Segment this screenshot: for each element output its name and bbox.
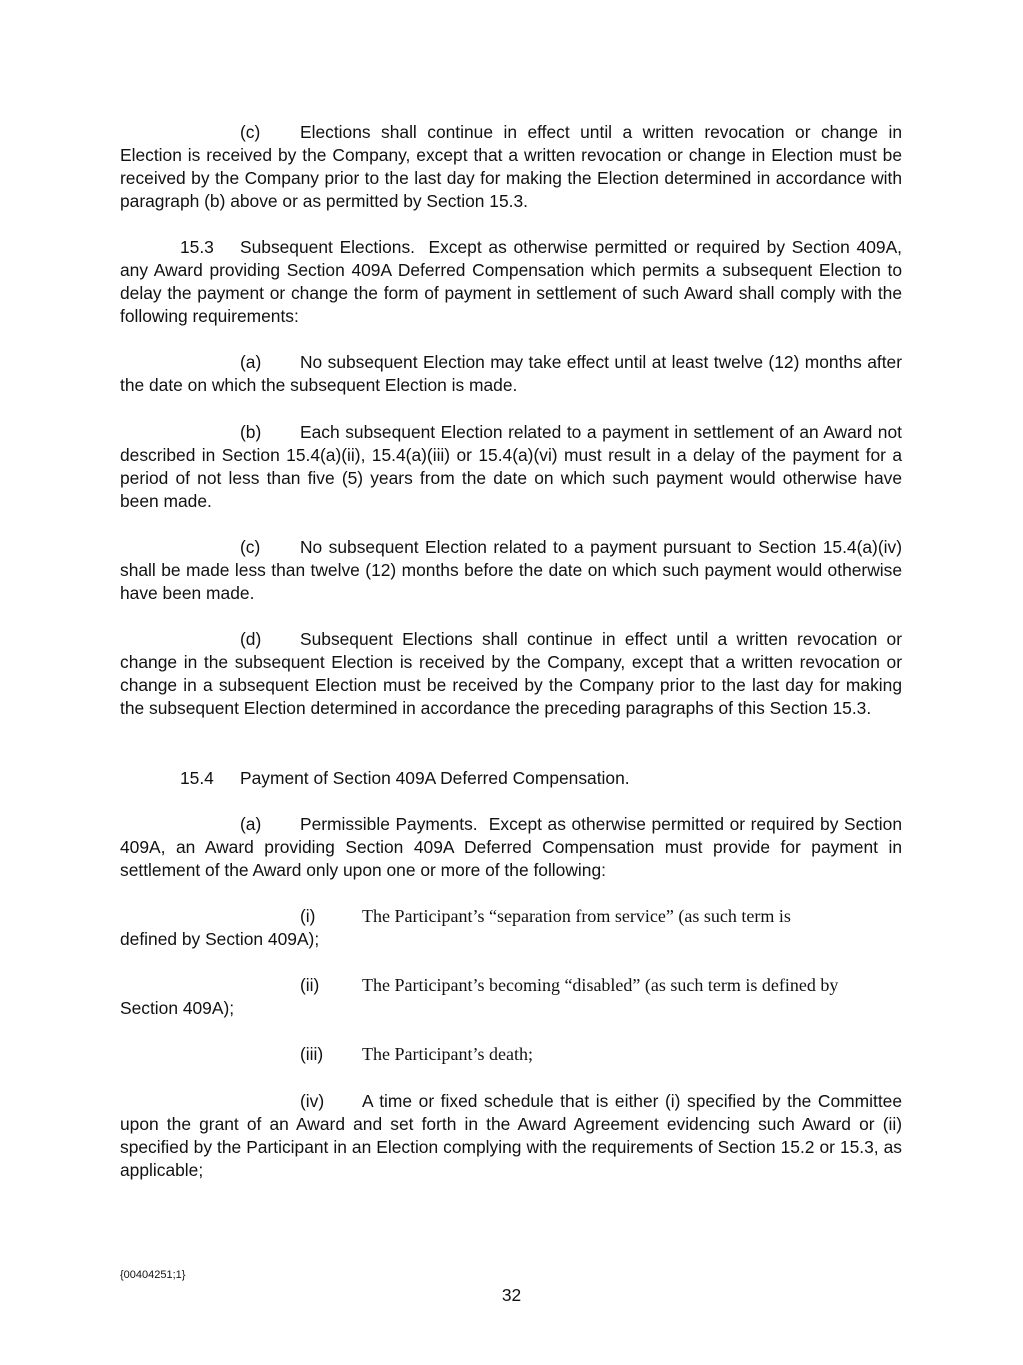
item-ii-continued (120, 997, 902, 1020)
paragraph-c-elections (120, 121, 902, 213)
paragraph-label: (d) (240, 629, 262, 649)
paragraph-text: Subsequent Elections shall continue in effect until a written revocation or change in the subsequent Election is received by the Company, except that a written revocation or change in a subsequent Election must be received by the Company prior to the last day for making the subsequent Election determined in accordance the preceding paragraphs of this Section 15.3. (120, 629, 902, 719)
paragraph-heading: Permissible Payments. (300, 814, 478, 834)
paragraph-label: (c) (240, 537, 261, 557)
item-text: The Participant’s death; (362, 1044, 533, 1064)
paragraph-text: No subsequent Election related to a payment pursuant to Section 15.4(a)(iv) shall be made less than twelve (12) months before the date on which such payment would otherwise have been made. (120, 537, 902, 604)
section-number: 15.4 (180, 768, 214, 788)
paragraph-text: Each subsequent Election related to a payment in settlement of an Award not described in Section 15.4(a)(ii), 15.4(a)(iii) or 15.4(a)(vi) must result in a delay of the payment for a period of not less than five (5) years from the date on which such payment would otherwise have been made. (120, 422, 902, 512)
paragraph-label: (a) (240, 352, 262, 372)
page-number: 32 (501, 1285, 522, 1305)
section-text: Except as otherwise permitted or required by Section 409A, any Award providing Section 409A Deferred Compensation which permits a subsequent Election to delay the payment or change the form of payment in settlement of such Award shall comply with the following requirements: (120, 237, 902, 327)
item-text: The Participant’s becoming “disabled” (as such term is defined by (362, 975, 839, 995)
paragraph-d-subsequent (120, 628, 902, 720)
section-15-4 (120, 767, 902, 790)
section-15-3 (120, 236, 902, 328)
paragraph-text: Except as otherwise permitted or required by Section 409A, an Award providing Section 409A Deferred Compensation must provide for payment in settlement of the Award only upon one or more of the following: (120, 814, 902, 881)
item-label: (i) (300, 906, 316, 926)
paragraph-a-subsequent (120, 351, 902, 397)
paragraph-c-subsequent (120, 536, 902, 605)
item-i (120, 905, 902, 951)
paragraph-label: (c) (240, 122, 261, 142)
paragraph-label: (b) (240, 422, 262, 442)
section-number: 15.3 (180, 237, 214, 257)
item-label: (ii) (300, 975, 320, 995)
paragraph-text: No subsequent Election may take effect until at least twelve (12) months after the date on which the subsequent Election is made. (120, 352, 902, 396)
item-text: A time or fixed schedule that is either (i) specified by the Committee upon the grant of an Award and set forth in the Award Agreement evidencing such Award or (ii) specified by the Participant in an Election complying with the requirements of Section 15.2 or 15.3, as applicable; (120, 1091, 902, 1181)
item-ii (120, 974, 902, 997)
document-id: {00404251;1} (120, 1269, 186, 1281)
paragraph-a-permissible-payments (120, 813, 902, 882)
paragraph-b-subsequent (120, 421, 902, 513)
item-text-continued: defined by Section 409A); (120, 929, 320, 950)
item-label: (iii) (300, 1044, 324, 1064)
item-label: (iv) (300, 1091, 325, 1111)
section-heading: Subsequent Elections. (240, 237, 415, 257)
section-heading: Payment of Section 409A Deferred Compensation. (240, 768, 630, 788)
item-text-continued: Section 409A); (120, 998, 235, 1018)
item-iii (120, 1043, 902, 1066)
item-text: The Participant’s “separation from service” (as such term is (362, 906, 791, 926)
paragraph-label: (a) (240, 814, 262, 834)
paragraph-text: Elections shall continue in effect until a written revocation or change in Election is received by the Company, except that a written revocation or change in Election must be received by the Company prior to the last day for making the Election determined in accordance with paragraph (b) above or as permitted by Section 15.3. (120, 122, 902, 212)
item-iv (120, 1090, 902, 1182)
